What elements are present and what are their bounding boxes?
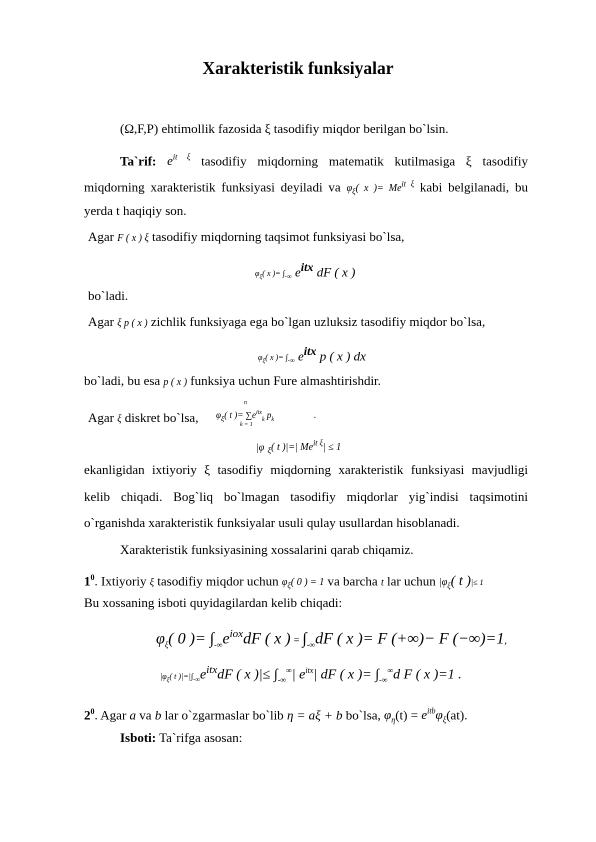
proof-line: Isboti: Ta`rifga asosan: bbox=[120, 730, 243, 745]
definition-text-2: miqdorning xarakteristik funksiyasi deyiladi va bbox=[84, 179, 341, 195]
definition-label: Ta`rif: bbox=[120, 153, 157, 169]
property-1: $1^0$. Ixtiyoriy ξ tasodifiy miqdor uchun $\varphi_\xi$( 0 ) = 1 va barcha t lar uchun $|\varphi_\xi$( t )|≤ 1 bbox=[84, 573, 484, 591]
properties-intro: Xarakteristik funksiyasining xossalarini qarab chiqamiz. bbox=[120, 542, 414, 557]
definition-formula: $\varphi_\xi$( x )= $Me^{it \xi}$ bbox=[346, 180, 415, 197]
property-2: $2^0$. Agar a va b lar o`zgarmaslar bo`lib η = aξ + b bo`lsa, $\varphi_\eta(t) = e^{itb}\varphi_\xi(at)$. bbox=[84, 707, 468, 725]
formula-bound: |φ $_\xi$( t )|=| $Me^{it \xi}| \le 1$ bbox=[256, 439, 342, 456]
definition-text-1: tasodifiy miqdorning matematik kutilmasiga ξ tasodifiy bbox=[201, 153, 528, 169]
formula-phi-zero: $\varphi_\xi$( 0 )= $\int_{-\infty}e^{iox}dF$ ( x ) = $\int_{-\infty}dF$ ( x )= F (+∞)− F (−∞)=1, bbox=[156, 628, 507, 650]
page-title: Xarakteristik funksiyalar bbox=[202, 58, 394, 78]
fure-line: bo`ladi, bu esa p ( x ) funksiya uchun Fure almashtirishdir. bbox=[84, 373, 381, 388]
discrete-condition: Agar ξ diskret bo`lsa, bbox=[88, 410, 199, 425]
document-page: Xarakteristik funksiyalar (Ω,F,P) ehtimollik fazosida ξ tasodifiy miqdor berilgan bo`lsin. Ta`rif: $e^{it \xi}$ tasodifiy miqdorning matematik kutilmasiga ξ tasodifiy miqdorning xarakteristik funksiyasi deyiladi va $\varphi_\xi$( x )= $Me^{it \xi}$ kabi belgilanadi, bu yerda t haqiqiy son. Agar F ( x ) ξ tasodifiy miqdorning taqsimot funksiyasi bo`lsa, $\varphi_\xi$( x )= $\int_{-\infty}$ $e^{itx}$ dF ( x ) bo`ladi. Agar ξ p ( x ) zichlik funksiyaga ega bo`lgan uzluksiz tasodifiy miqdor bo`lsa, $\varphi_\xi$( x )= $\int_{-\infty}$ $e^{itx}$ p ( x ) dx bo`ladi, bu esa p ( x ) funksiya uchun Fure almashtirishdir. Agar ξ diskret bo`lsa, n $\varphi_\xi$( t )= $\sum e^{itx}_k$ $p_k$ k = 1 . |φ $_\xi$( t )|=| $Me^{it \xi}| \le 1$ ekanligidan ixtiyoriy ξ tasodifiy miqdorning xarakteristik funksiyasi mavjudligi kelib chiqadi. Bog`liq bo`lmagan tasodifiy miqdorlar yig`indisi taqsimotini o`rganishda xarakteristik funksiyalar usuli qulay usullardan hisoblanadi. Xarakteristik funksiyasining xossalarini qarab chiqamiz. $1^0$. Ixtiyoriy ξ tasodifiy miqdor uchun $\varphi_\xi$( 0 ) = 1 va barcha t lar uchun $|\varphi_\xi$( t )|≤ 1 Bu xossaning isboti quyidagilardan kelib chiqadi: $\varphi_\xi$( 0 )= $\int_{-\infty}e^{iox}dF$ ( x ) = $\int_{-\infty}dF$ ( x )= F (+∞)− F (−∞)=1, $|\varphi_\xi$( t )$|=|\int_{-\infty}e^{itx}dF$ ( x )|≤ $\int_{-\infty}^\infty|$ $e^{itx}|$ dF ( x )= $\int_{-\infty}^\infty d$ F ( x )=1 . $2^0$. Agar a va b lar o`zgarmaslar bo`lib η = aξ + b bo`lsa, $\varphi_\eta(t) = e^{itb}\varphi_\xi(at)$. Isboti: Ta`rifga asosan: bbox=[0, 0, 596, 842]
definition-line-1 bbox=[120, 150, 528, 169]
definition-line-2 bbox=[84, 177, 528, 200]
definition-expr: $e^{it \xi}$ bbox=[167, 153, 191, 169]
cdf-condition: Agar F ( x ) ξ tasodifiy miqdorning taqsimot funksiyasi bo`lsa, bbox=[88, 229, 405, 244]
density-condition: Agar ξ p ( x ) zichlik funksiyaga ega bo`lgan uzluksiz tasodifiy miqdor bo`lsa, bbox=[88, 314, 486, 329]
paragraph-line-2: kelib chiqadi. Bog`liq bo`lmagan tasodifiy miqdorlar yig`indisi taqsimotini bbox=[84, 489, 528, 504]
boladi-line: bo`ladi. bbox=[88, 288, 129, 303]
definition-line-3: yerda t haqiqiy son. bbox=[84, 203, 187, 218]
formula-abs-bound: $|\varphi_\xi$( t )$|=|\int_{-\infty}e^{itx}dF$ ( x )|≤ $\int_{-\infty}^\infty|$ $e^{itx}|$ dF ( x )= $\int_{-\infty}^\infty d$ F ( x )=1 . bbox=[160, 664, 462, 685]
proof-intro: Bu xossaning isboti quyidagilardan kelib chiqadi: bbox=[84, 595, 343, 610]
paragraph-line-3: o`rganishda xarakteristik funksiyalar usuli qulay usullardan hisoblanadi. bbox=[84, 515, 460, 530]
paragraph-line-1: ekanligidan ixtiyoriy ξ tasodifiy miqdorning xarakteristik funksiyasi mavjudligi bbox=[84, 462, 528, 477]
definition-text-3: kabi belgilanadi, bu bbox=[419, 179, 529, 195]
intro-paragraph: (Ω,F,P) ehtimollik fazosida ξ tasodifiy miqdor berilgan bo`lsin. bbox=[120, 121, 449, 136]
formula-cdf: $\varphi_\xi$( x )= $\int_{-\infty}$ $e^{itx}$ dF ( x ) bbox=[255, 260, 356, 281]
formula-density: $\varphi_\xi$( x )= $\int_{-\infty}$ $e^{itx}$ p ( x ) dx bbox=[258, 344, 366, 365]
